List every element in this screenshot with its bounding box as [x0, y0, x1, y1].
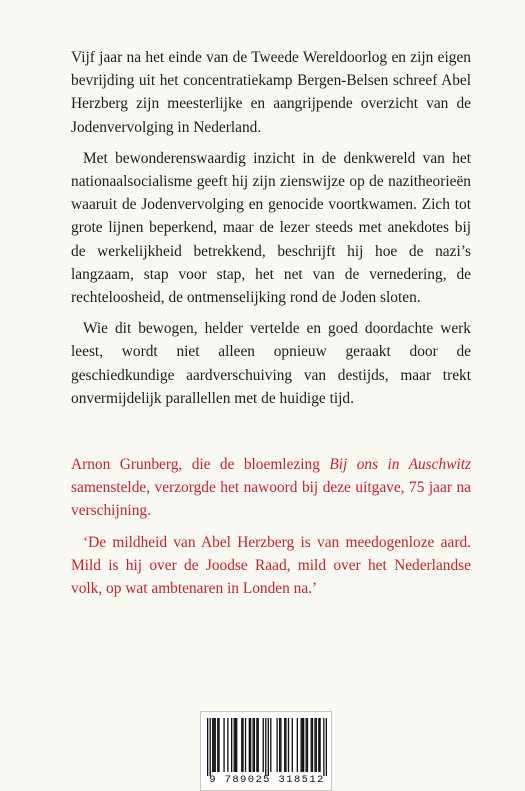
afterword-credit — [71, 453, 471, 523]
grunberg-quote: ‘De mildheid van Abel Herzberg is van meedogenloze aard. Mild is hij over de Joodse Raad, mild over het Nederlandse volk, op wat ambtenaren in Londen na.’ — [71, 533, 471, 598]
barcode-bar — [311, 718, 312, 772]
barcode-bar — [213, 718, 214, 772]
barcode-bar — [236, 718, 237, 772]
barcode-bar — [256, 718, 257, 772]
barcode-bar — [212, 718, 213, 772]
barcode-bar — [316, 718, 317, 772]
description-paragraph-2: Met bewonderenswaardig inzicht in de denkwereld van het nationaalsocialisme geeft hij zijn zienswijze op de nazitheorieën waaruit de Jodenvervolging en genocide voortkwamen. Zich tot grote lijnen beperkend, maar de lezer steeds met anekdotes bij de werkelijkheid betrekkend, beschrijft hij hoe de nazi’s langzaam, stap voor stap, het net van de vernedering, de rechteloosheid, de ontmenselijking rond de Joden sloten. — [71, 149, 471, 307]
barcode-bar — [288, 718, 289, 772]
description-paragraph-3: Wie dit bewogen, helder vertelde en goed doordachte werk leest, wordt niet alleen opnieuw geraakt door de geschiedkundige aardverschuiving van destijds, maar trekt onvermijdelijk parallellen met de huidige tijd. — [71, 320, 471, 407]
barcode-bar — [268, 718, 269, 776]
afterword-credit-tail: samenstelde, verzorgde het nawoord bij deze uitgave, 75 jaar na verschijning. — [71, 479, 471, 520]
barcode-bar — [234, 718, 235, 772]
barcode-bar — [319, 718, 320, 772]
barcode-bar — [223, 718, 224, 772]
barcode-bar — [318, 718, 319, 772]
barcode-bar — [292, 718, 293, 772]
barcode-bar — [250, 718, 251, 772]
barcode-bar — [245, 718, 246, 772]
barcode-bar — [210, 718, 211, 776]
afterword-text — [71, 453, 471, 608]
barcode-bar — [314, 718, 315, 772]
barcode-bar — [242, 718, 243, 772]
barcode-bar — [284, 718, 285, 772]
barcode-bar — [276, 718, 277, 772]
barcode-bar — [218, 718, 219, 772]
barcode-bar — [300, 718, 301, 772]
barcode-bar — [280, 718, 281, 772]
barcode-bar — [215, 718, 216, 772]
isbn-barcode — [200, 711, 332, 791]
barcode-bar — [312, 718, 313, 772]
barcode-bar — [252, 718, 253, 772]
barcode-bar — [207, 718, 208, 776]
barcode-bar — [217, 718, 218, 772]
barcode-bar — [254, 718, 255, 772]
barcode-bar — [302, 718, 303, 772]
anthology-title: Bij ons in Auschwitz — [329, 456, 471, 473]
barcode-bar — [265, 718, 266, 776]
barcode-bar — [258, 718, 259, 772]
barcode-bar — [263, 718, 264, 772]
barcode-bar — [270, 718, 271, 772]
barcode-bar — [279, 718, 280, 772]
afterword-credit-lead: Arnon Grunberg, die de bloemlezing — [71, 456, 330, 473]
barcode-bar — [307, 718, 308, 772]
barcode-bar — [231, 718, 232, 772]
barcode-bar — [285, 718, 286, 772]
barcode-bar — [241, 718, 242, 772]
barcode-bars — [207, 718, 327, 776]
isbn-number: 9 789025 318512 — [209, 774, 325, 786]
barcode-bar — [303, 718, 304, 772]
barcode-bar — [249, 718, 250, 772]
barcode-bar — [326, 718, 327, 776]
description-paragraph-1: Vijf jaar na het einde van de Tweede Wereldoorlog en zijn eigen bevrijding uit het concentratiekamp Bergen-Belsen schreef Abel Herzberg zijn meesterlijke en aangrijpende overzicht van de Jodenvervolging in Nederland. — [71, 49, 471, 136]
barcode-bar — [306, 718, 307, 772]
barcode-bar — [235, 718, 236, 772]
barcode-bar — [227, 718, 228, 772]
barcode-bar — [323, 718, 324, 776]
barcode-bar — [297, 718, 298, 772]
description-text — [71, 46, 471, 418]
